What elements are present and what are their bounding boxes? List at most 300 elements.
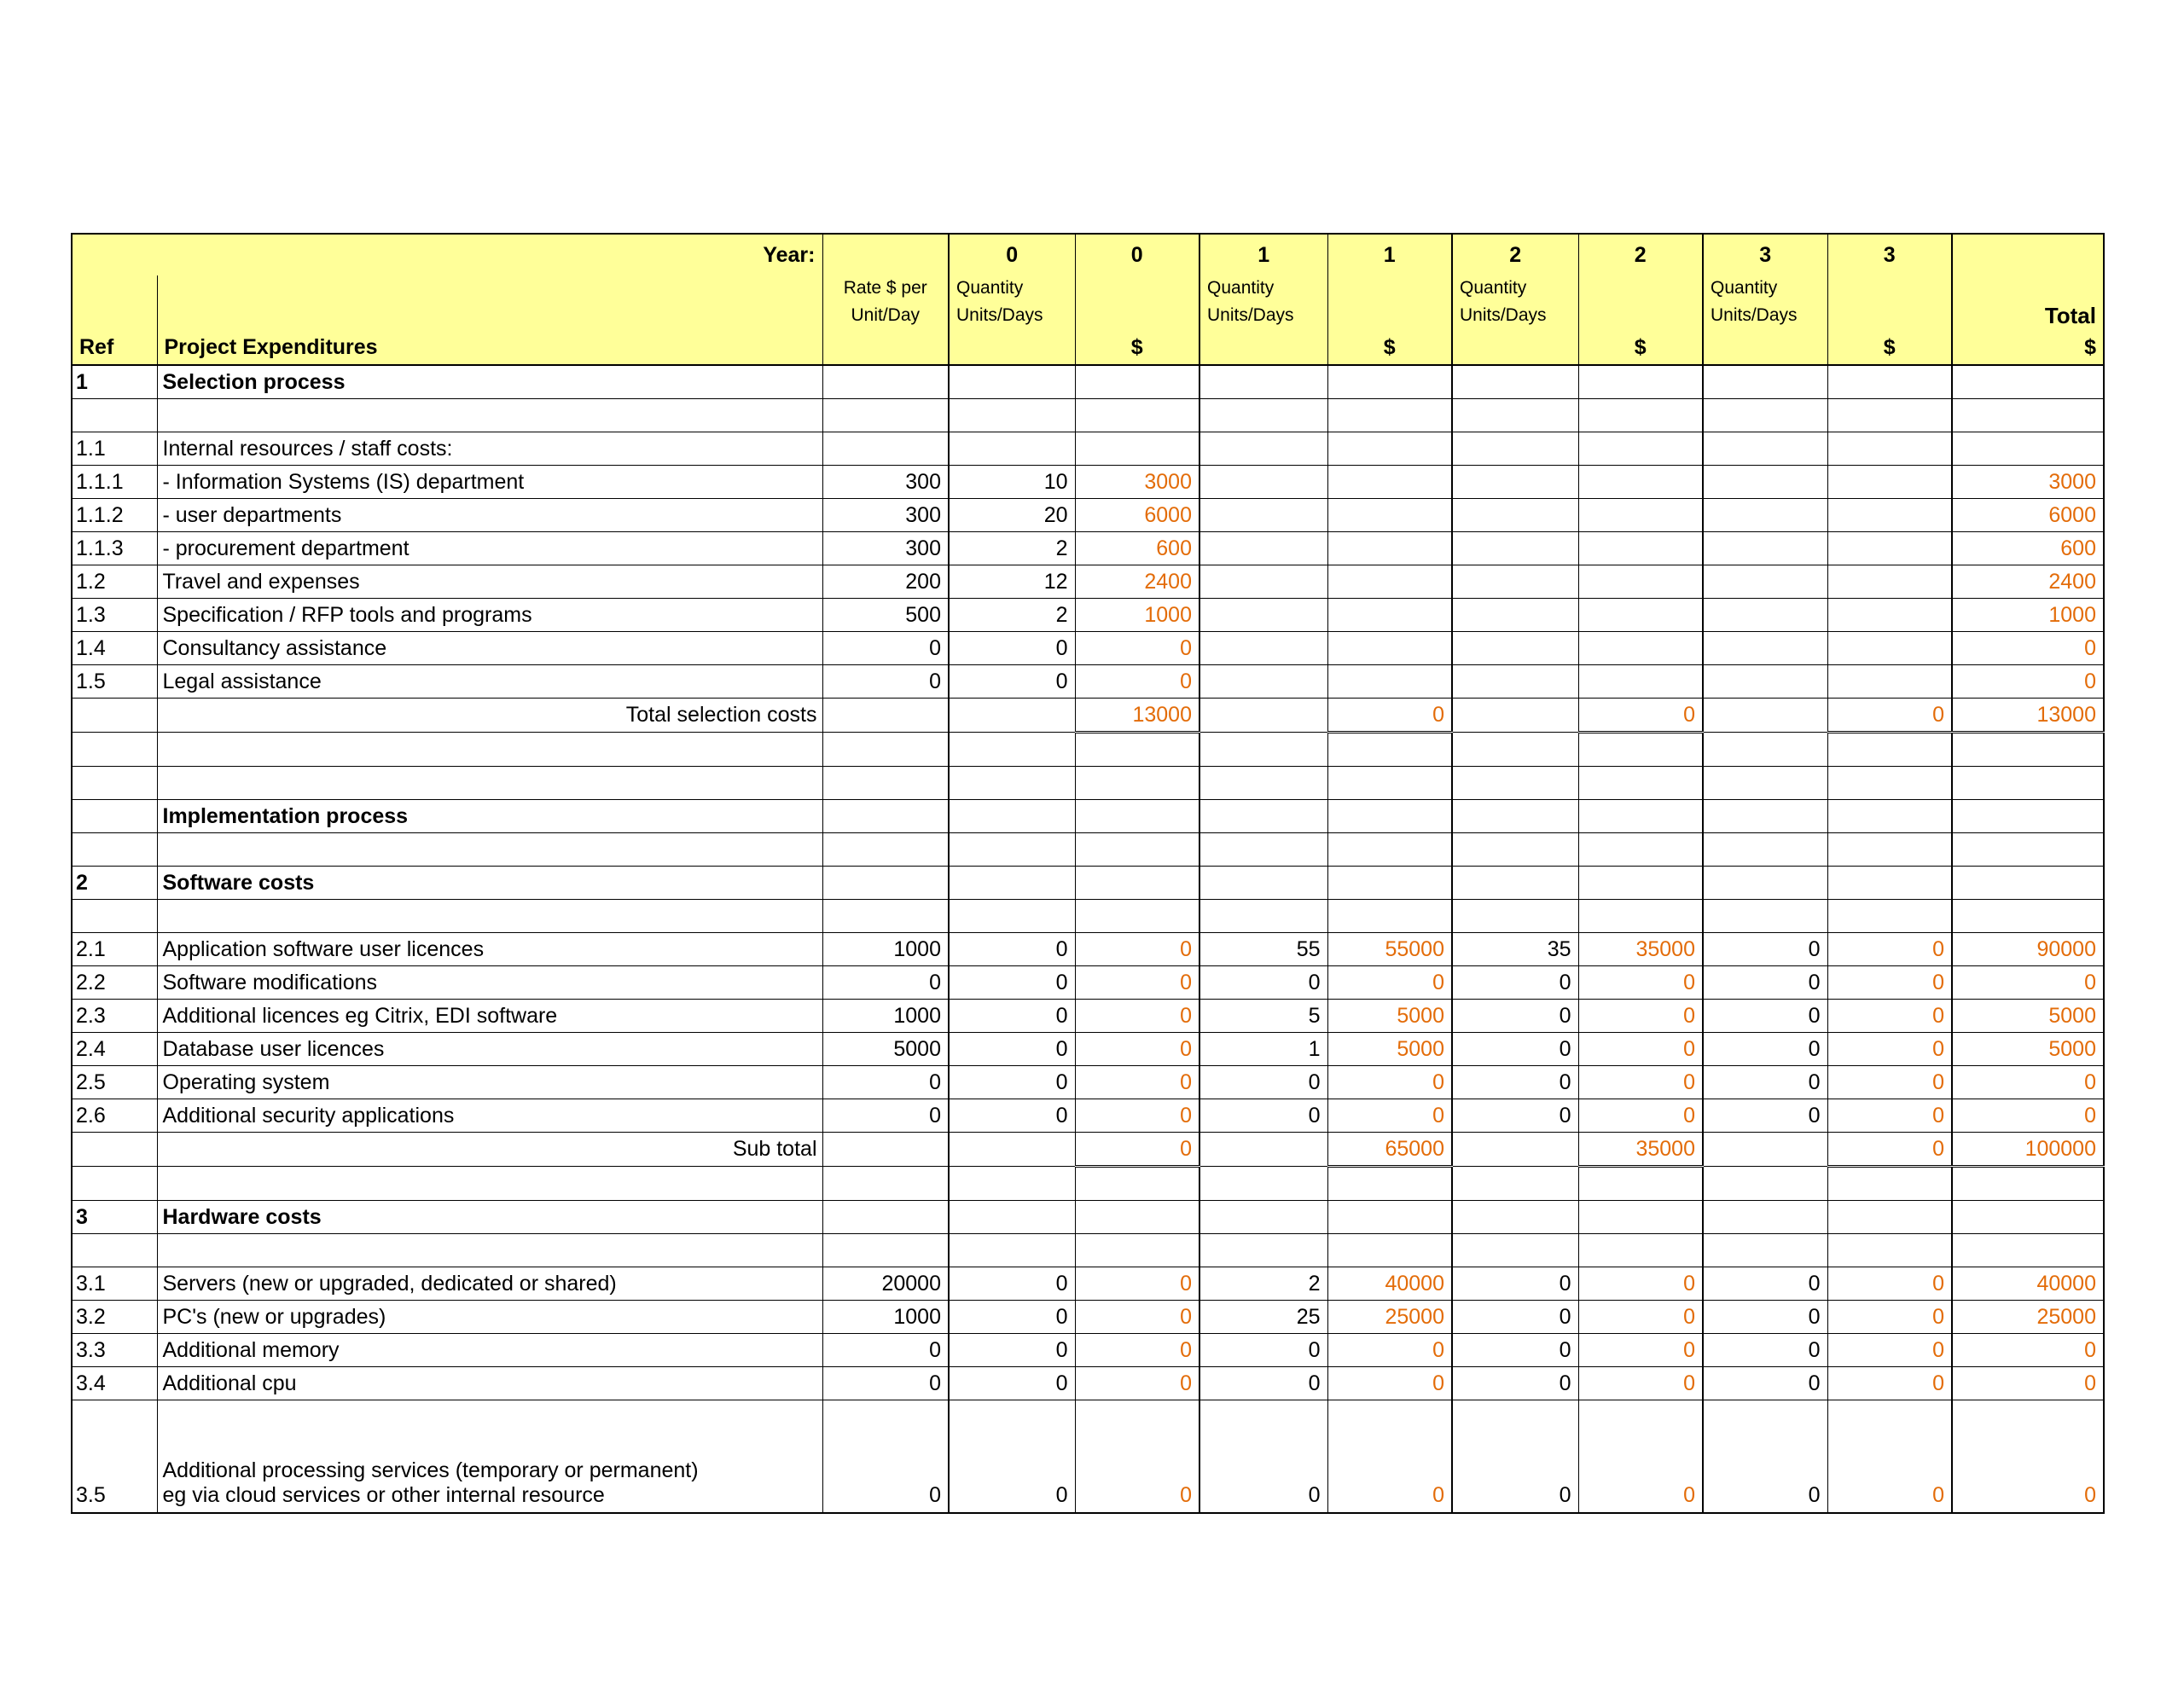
cell-d1: 0 [1327, 1400, 1452, 1514]
cell-ref: 3.3 [72, 1334, 157, 1367]
cell-desc: PC's (new or upgrades) [157, 1301, 822, 1334]
cell-d0 [1075, 1167, 1199, 1201]
cell-q2 [1452, 365, 1578, 399]
cell-q0: 0 [949, 1099, 1075, 1133]
cell-total: 90000 [1952, 933, 2104, 966]
cell-d3 [1827, 399, 1952, 432]
cell-d0 [1075, 399, 1199, 432]
cell-q0: 0 [949, 1301, 1075, 1334]
cell-q0 [949, 867, 1075, 900]
cell-d1: 5000 [1327, 1000, 1452, 1033]
cell-q0: 10 [949, 466, 1075, 499]
units-header-y2: Units/Days [1452, 301, 1578, 330]
cell-q3: 0 [1703, 1400, 1827, 1514]
cell-d3: 0 [1827, 966, 1952, 1000]
cell-d1 [1327, 867, 1452, 900]
cell-d2 [1578, 733, 1703, 767]
cell-d2 [1578, 565, 1703, 599]
cell-d0 [1075, 432, 1199, 466]
table-row [72, 1334, 2104, 1367]
cell-d3 [1827, 365, 1952, 399]
units-header-y1: Units/Days [1199, 301, 1327, 330]
cell-q0 [949, 767, 1075, 800]
table-row [72, 1367, 2104, 1400]
cell-desc: Software modifications [157, 966, 822, 1000]
cell-q2: 0 [1452, 1033, 1578, 1066]
cell-q2 [1452, 800, 1578, 833]
cell-q3 [1703, 733, 1827, 767]
cell-d1 [1327, 1234, 1452, 1267]
cell-desc: Operating system [157, 1066, 822, 1099]
cell-q2: 0 [1452, 1267, 1578, 1301]
cell-rate [822, 767, 949, 800]
cell-q0 [949, 1201, 1075, 1234]
cell-d0: 2400 [1075, 565, 1199, 599]
cell-total [1952, 1201, 2104, 1234]
cell-q0: 0 [949, 1367, 1075, 1400]
cell-desc: Additional cpu [157, 1367, 822, 1400]
cell-total: 0 [1952, 1367, 2104, 1400]
cell-rate [822, 900, 949, 933]
cell-total: 1000 [1952, 599, 2104, 632]
cell-q1: 5 [1199, 1000, 1327, 1033]
table-row [72, 665, 2104, 699]
quantity-header-y1: Quantity [1199, 275, 1327, 301]
cell-ref [72, 1234, 157, 1267]
units-header-y0: Units/Days [949, 301, 1075, 330]
year-label: Year: [72, 234, 822, 275]
cell-desc: Hardware costs [157, 1201, 822, 1234]
cell-q3 [1703, 1133, 1827, 1167]
cell-total [1952, 432, 2104, 466]
units-header-y3: Units/Days [1703, 301, 1827, 330]
rate-header-line2: Unit/Day [822, 301, 949, 330]
cell-desc [157, 399, 822, 432]
cell-rate: 0 [822, 1334, 949, 1367]
cell-rate [822, 1234, 949, 1267]
cell-desc: Implementation process [157, 800, 822, 833]
cell-q1 [1199, 466, 1327, 499]
cell-d3: 0 [1827, 1033, 1952, 1066]
table-body [72, 365, 2104, 1513]
cell-ref [72, 699, 157, 733]
cell-rate: 0 [822, 632, 949, 665]
cell-q1 [1199, 1234, 1327, 1267]
cell-d3: 0 [1827, 1334, 1952, 1367]
table-row [72, 432, 2104, 466]
year-0-amt: 0 [1075, 234, 1199, 275]
year-1-amt: 1 [1327, 234, 1452, 275]
year-row [72, 234, 2104, 275]
cell-q2: 35 [1452, 933, 1578, 966]
cell-q1 [1199, 532, 1327, 565]
quantity-header-y0: Quantity [949, 275, 1075, 301]
cell-d1 [1327, 499, 1452, 532]
cell-desc: Additional licences eg Citrix, EDI software [157, 1000, 822, 1033]
cell-ref: 1.1.2 [72, 499, 157, 532]
cell-q0 [949, 800, 1075, 833]
total-col-spacer [1952, 234, 2104, 275]
cell-q2 [1452, 1167, 1578, 1201]
cell-q1 [1199, 900, 1327, 933]
cell-total [1952, 867, 2104, 900]
cell-ref: 2.6 [72, 1099, 157, 1133]
cell-desc: Additional memory [157, 1334, 822, 1367]
cell-d3 [1827, 1234, 1952, 1267]
cell-d3: 0 [1827, 1066, 1952, 1099]
cell-d0: 0 [1075, 665, 1199, 699]
cell-d0 [1075, 867, 1199, 900]
cell-d0: 0 [1075, 1267, 1199, 1301]
table-row [72, 1167, 2104, 1201]
cell-q3 [1703, 767, 1827, 800]
cell-q3 [1703, 867, 1827, 900]
cell-d2: 0 [1578, 1099, 1703, 1133]
cell-q2 [1452, 499, 1578, 532]
cell-q1: 0 [1199, 1334, 1327, 1367]
cell-q1 [1199, 800, 1327, 833]
cell-rate: 5000 [822, 1033, 949, 1066]
cell-d3 [1827, 833, 1952, 867]
cell-total: 5000 [1952, 1000, 2104, 1033]
table-row [72, 532, 2104, 565]
cell-total: 0 [1952, 1334, 2104, 1367]
cell-rate: 0 [822, 1066, 949, 1099]
table-row [72, 767, 2104, 800]
cell-q2: 0 [1452, 1400, 1578, 1514]
cell-d0: 0 [1075, 1400, 1199, 1514]
cell-total: 0 [1952, 632, 2104, 665]
ref-header: Ref [72, 330, 157, 365]
table-row [72, 499, 2104, 532]
cell-d2 [1578, 365, 1703, 399]
cell-d2: 0 [1578, 1033, 1703, 1066]
cell-desc: Internal resources / staff costs: [157, 432, 822, 466]
cell-q3: 0 [1703, 1099, 1827, 1133]
cell-ref: 1 [72, 365, 157, 399]
cell-d2 [1578, 532, 1703, 565]
cell-desc: - Information Systems (IS) department [157, 466, 822, 499]
cell-q2 [1452, 432, 1578, 466]
cell-ref [72, 767, 157, 800]
cell-q2 [1452, 699, 1578, 733]
cell-q0: 0 [949, 933, 1075, 966]
cell-rate [822, 699, 949, 733]
cell-d1 [1327, 365, 1452, 399]
cell-desc: Software costs [157, 867, 822, 900]
cell-d3: 0 [1827, 699, 1952, 733]
cell-ref: 2.2 [72, 966, 157, 1000]
cell-q2 [1452, 1201, 1578, 1234]
cell-d3 [1827, 599, 1952, 632]
cell-rate [822, 365, 949, 399]
cell-q1: 0 [1199, 1367, 1327, 1400]
cell-d3 [1827, 767, 1952, 800]
cell-ref: 2.3 [72, 1000, 157, 1033]
cell-q3: 0 [1703, 1301, 1827, 1334]
cell-q2: 0 [1452, 1099, 1578, 1133]
cell-q0: 2 [949, 532, 1075, 565]
cell-d3 [1827, 499, 1952, 532]
cell-total: 0 [1952, 665, 2104, 699]
cell-d1 [1327, 599, 1452, 632]
cell-q3 [1703, 432, 1827, 466]
cell-d2: 0 [1578, 1066, 1703, 1099]
cell-q3 [1703, 699, 1827, 733]
cell-rate: 500 [822, 599, 949, 632]
cell-ref: 3.4 [72, 1367, 157, 1400]
cell-q3 [1703, 466, 1827, 499]
cell-ref: 3.5 [72, 1400, 157, 1514]
cell-q0 [949, 900, 1075, 933]
cell-d1 [1327, 833, 1452, 867]
cell-desc: - user departments [157, 499, 822, 532]
cell-ref: 1.5 [72, 665, 157, 699]
dollar-header-y3: $ [1827, 330, 1952, 365]
cell-total [1952, 767, 2104, 800]
cell-ref: 3 [72, 1201, 157, 1234]
cell-rate [822, 800, 949, 833]
cell-q0: 0 [949, 1267, 1075, 1301]
cell-d3: 0 [1827, 933, 1952, 966]
cell-rate: 300 [822, 532, 949, 565]
cell-q0 [949, 1167, 1075, 1201]
cell-d2 [1578, 599, 1703, 632]
cell-desc: Legal assistance [157, 665, 822, 699]
table-row [72, 699, 2104, 733]
cell-d1 [1327, 399, 1452, 432]
cell-total: 40000 [1952, 1267, 2104, 1301]
cell-d1 [1327, 900, 1452, 933]
cell-d2 [1578, 632, 1703, 665]
cell-desc [157, 900, 822, 933]
cell-total [1952, 833, 2104, 867]
cell-d1: 55000 [1327, 933, 1452, 966]
cell-q2 [1452, 599, 1578, 632]
cell-rate [822, 833, 949, 867]
cell-rate: 0 [822, 1099, 949, 1133]
cell-q3 [1703, 599, 1827, 632]
cell-ref [72, 733, 157, 767]
cell-q3: 0 [1703, 1267, 1827, 1301]
cell-rate: 200 [822, 565, 949, 599]
cell-desc: Servers (new or upgraded, dedicated or shared) [157, 1267, 822, 1301]
cell-total: 6000 [1952, 499, 2104, 532]
cell-d0: 0 [1075, 1367, 1199, 1400]
cell-q2: 0 [1452, 1367, 1578, 1400]
cell-q3 [1703, 365, 1827, 399]
cell-q1 [1199, 833, 1327, 867]
cell-d0: 0 [1075, 966, 1199, 1000]
cell-desc: - procurement department [157, 532, 822, 565]
cell-d2: 35000 [1578, 933, 1703, 966]
cell-total [1952, 1167, 2104, 1201]
cell-ref: 3.1 [72, 1267, 157, 1301]
cell-q0 [949, 432, 1075, 466]
cell-q3 [1703, 532, 1827, 565]
cell-q0: 0 [949, 665, 1075, 699]
table-row [72, 1099, 2104, 1133]
cell-q1 [1199, 499, 1327, 532]
cell-q0 [949, 733, 1075, 767]
cell-q1 [1199, 599, 1327, 632]
cell-d0 [1075, 1234, 1199, 1267]
cell-d2 [1578, 767, 1703, 800]
table-row [72, 1400, 2104, 1514]
cell-ref: 1.2 [72, 565, 157, 599]
cell-q0: 0 [949, 1000, 1075, 1033]
cell-d3 [1827, 1201, 1952, 1234]
cell-ref [72, 800, 157, 833]
cell-q1: 55 [1199, 933, 1327, 966]
cell-q1 [1199, 1201, 1327, 1234]
cell-desc: Application software user licences [157, 933, 822, 966]
cell-q3: 0 [1703, 1367, 1827, 1400]
cell-q2: 0 [1452, 1301, 1578, 1334]
cell-ref [72, 900, 157, 933]
cell-d2: 0 [1578, 966, 1703, 1000]
cell-d2 [1578, 399, 1703, 432]
cell-d3 [1827, 532, 1952, 565]
cell-q1 [1199, 1133, 1327, 1167]
cell-d0: 0 [1075, 1334, 1199, 1367]
cell-d3 [1827, 665, 1952, 699]
table-row [72, 1133, 2104, 1167]
cell-q0 [949, 1234, 1075, 1267]
cell-ref [72, 1167, 157, 1201]
cell-q1: 0 [1199, 1066, 1327, 1099]
year-1-qty: 1 [1199, 234, 1327, 275]
cell-desc [157, 833, 822, 867]
cell-d0: 13000 [1075, 699, 1199, 733]
cell-rate: 1000 [822, 1000, 949, 1033]
table-row [72, 365, 2104, 399]
cell-q3 [1703, 1201, 1827, 1234]
cell-q2: 0 [1452, 1000, 1578, 1033]
cell-q1 [1199, 699, 1327, 733]
cell-q0 [949, 833, 1075, 867]
cell-q0 [949, 399, 1075, 432]
cell-q2 [1452, 665, 1578, 699]
cell-d1: 65000 [1327, 1133, 1452, 1167]
cell-q1 [1199, 632, 1327, 665]
cell-d1: 0 [1327, 966, 1452, 1000]
cell-q2 [1452, 867, 1578, 900]
cell-q1: 0 [1199, 966, 1327, 1000]
cell-q3 [1703, 1167, 1827, 1201]
cell-d3: 0 [1827, 1400, 1952, 1514]
cell-total [1952, 1234, 2104, 1267]
cell-rate [822, 1133, 949, 1167]
cell-q1: 0 [1199, 1099, 1327, 1133]
cell-q0 [949, 699, 1075, 733]
cell-d3: 0 [1827, 1000, 1952, 1033]
cell-d2: 0 [1578, 1400, 1703, 1514]
cell-total [1952, 365, 2104, 399]
cell-d2 [1578, 1234, 1703, 1267]
cell-total: 5000 [1952, 1033, 2104, 1066]
table-row [72, 565, 2104, 599]
cell-ref [72, 1133, 157, 1167]
cell-d2 [1578, 1201, 1703, 1234]
cell-d3 [1827, 867, 1952, 900]
cell-d1 [1327, 532, 1452, 565]
cell-desc: Specification / RFP tools and programs [157, 599, 822, 632]
cell-q3 [1703, 632, 1827, 665]
cell-q2: 0 [1452, 1066, 1578, 1099]
cell-q1 [1199, 733, 1327, 767]
cell-d2 [1578, 867, 1703, 900]
cell-desc: Additional security applications [157, 1099, 822, 1133]
table-row [72, 900, 2104, 933]
cell-rate: 0 [822, 1400, 949, 1514]
cell-d2: 0 [1578, 1267, 1703, 1301]
cell-rate [822, 733, 949, 767]
quantity-header-y3: Quantity [1703, 275, 1827, 301]
cell-ref: 1.1 [72, 432, 157, 466]
header-sub-row-2 [72, 301, 2104, 330]
cell-total: 0 [1952, 966, 2104, 1000]
cell-q3: 0 [1703, 1334, 1827, 1367]
rate-header-line1: Rate $ per [822, 275, 949, 301]
cell-rate: 20000 [822, 1267, 949, 1301]
cell-d3 [1827, 632, 1952, 665]
year-3-amt: 3 [1827, 234, 1952, 275]
dollar-header-y2: $ [1578, 330, 1703, 365]
cell-d2 [1578, 466, 1703, 499]
cell-q1 [1199, 365, 1327, 399]
cell-d0: 3000 [1075, 466, 1199, 499]
cell-q2 [1452, 900, 1578, 933]
quantity-header-y2: Quantity [1452, 275, 1578, 301]
cell-q3: 0 [1703, 933, 1827, 966]
cell-d3: 0 [1827, 1301, 1952, 1334]
cell-desc: Total selection costs [157, 699, 822, 733]
cell-q3 [1703, 833, 1827, 867]
cell-d3 [1827, 1167, 1952, 1201]
cell-total: 2400 [1952, 565, 2104, 599]
table-row [72, 399, 2104, 432]
table-row [72, 632, 2104, 665]
table-row [72, 966, 2104, 1000]
cell-total: 0 [1952, 1400, 2104, 1514]
dollar-header-y1: $ [1327, 330, 1452, 365]
table-row [72, 466, 2104, 499]
cell-d1 [1327, 665, 1452, 699]
cell-d3: 0 [1827, 1133, 1952, 1167]
cell-d1: 0 [1327, 1334, 1452, 1367]
cell-desc: Additional processing services (temporary or permanent) eg via cloud services or other internal resource [157, 1400, 822, 1514]
cell-total: 3000 [1952, 466, 2104, 499]
cell-desc: Sub total [157, 1133, 822, 1167]
column-title-row [72, 330, 2104, 365]
cell-d0: 0 [1075, 1000, 1199, 1033]
cell-d2 [1578, 833, 1703, 867]
table-row [72, 1267, 2104, 1301]
table-row [72, 1066, 2104, 1099]
cell-d0: 0 [1075, 1099, 1199, 1133]
cell-q2 [1452, 833, 1578, 867]
cell-d1: 0 [1327, 1099, 1452, 1133]
dollar-header-total: $ [1952, 330, 2104, 365]
cell-d1: 5000 [1327, 1033, 1452, 1066]
cell-q1 [1199, 399, 1327, 432]
cell-desc: Travel and expenses [157, 565, 822, 599]
cell-d0 [1075, 1201, 1199, 1234]
cell-q2: 0 [1452, 966, 1578, 1000]
cell-desc [157, 1234, 822, 1267]
cell-desc [157, 733, 822, 767]
